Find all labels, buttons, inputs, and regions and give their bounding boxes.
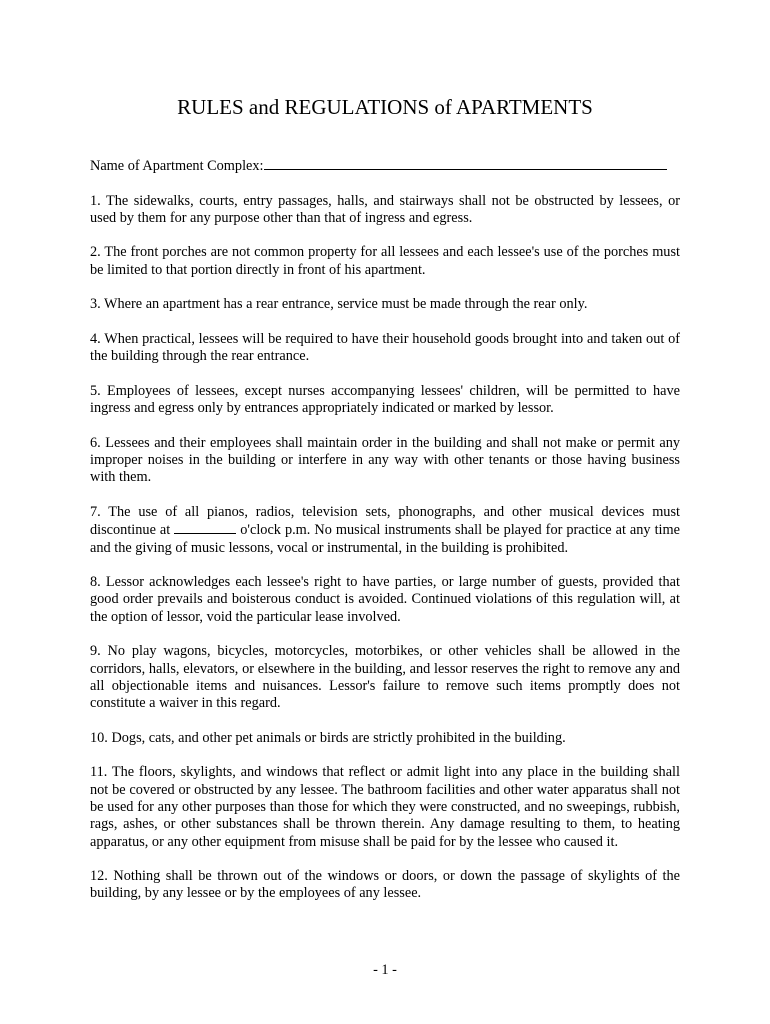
rule-10: 10. Dogs, cats, and other pet animals or birds are strictly prohibited in the building. [90, 729, 566, 746]
apartment-complex-name-field[interactable] [264, 156, 667, 170]
rule-7-text-end: o'clock p.m. No musical instruments shall be played for practice at any time and the giving of music lessons, vocal or instrumental, in the building is prohibited. [90, 522, 680, 556]
rule-2: 2. The front porches are not common property for all lessees and each lessee's use of the porches must be limited to that portion directly in front of his apartment. [90, 244, 680, 278]
rule-1: 1. The sidewalks, courts, entry passages, halls, and stairways shall not be obstructed by lessees, or used by them for any purpose other than that of ingress and egress. [90, 192, 680, 226]
rule-3: 3. Where an apartment has a rear entrance, service must be made through the rear only. [90, 296, 588, 313]
page-number: - 1 - [373, 962, 397, 978]
rule-8: 8. Lessor acknowledges each lessee's right to have parties, or large number of guests, provided that good order prevails and boisterous conduct is avoided. Continued violations of this regulation will, at the option of lessor, void the particular lease involved. [90, 574, 680, 625]
document-title: RULES and REGULATIONS of APARTMENTS [177, 95, 593, 119]
apartment-complex-label: Name of Apartment Complex: [90, 158, 264, 174]
rule-6: 6. Lessees and their employees shall maintain order in the building and shall not make or permit any improper noises in the building or interfere in any way with other tenants or those having business with them. [90, 434, 680, 486]
apartment-complex-line [90, 156, 680, 175]
rule-9: 9. No play wagons, bicycles, motorcycles, motorbikes, or other vehicles shall be allowed in the corridors, halls, elevators, or elsewhere in the building, and lessor reserves the right to remove any and all objectionable items and nuisances. Lessor's failure to remove such items promptly does not constitute a waiver in this regard. [90, 643, 680, 712]
rule-5: 5. Employees of lessees, except nurses accompanying lessees' children, will be permitted to have ingress and egress only by entrances appropriately indicated or marked by lessor. [90, 382, 680, 417]
rule-11: 11. The floors, skylights, and windows that reflect or admit light into any place in the building shall not be covered or obstructed by any lessee. The bathroom facilities and other water apparatus shall not be used for any other purposes than those for which they were constructed, and no sweepings, rubbish, rags, ashes, or other substances shall be thrown therein. Any damage resulting to them, to heating apparatus, or any other equipment from misuse shall be paid for by the lessee who caused it. [90, 764, 680, 850]
document-body [90, 156, 680, 903]
quiet-hour-blank-field[interactable] [174, 521, 236, 534]
rule-7 [90, 504, 680, 557]
rule-12: 12. Nothing shall be thrown out of the windows or doors, or down the passage of skylights of the building, by any lessee or by the employees of any lessee. [90, 868, 680, 902]
rule-4: 4. When practical, lessees will be required to have their household goods brought into and taken out of the building through the rear entrance. [90, 330, 680, 365]
rule-7-text-start: 7. The use of all pianos, radios, television sets, phonographs, and other musical devices must discontinue at [90, 503, 680, 539]
